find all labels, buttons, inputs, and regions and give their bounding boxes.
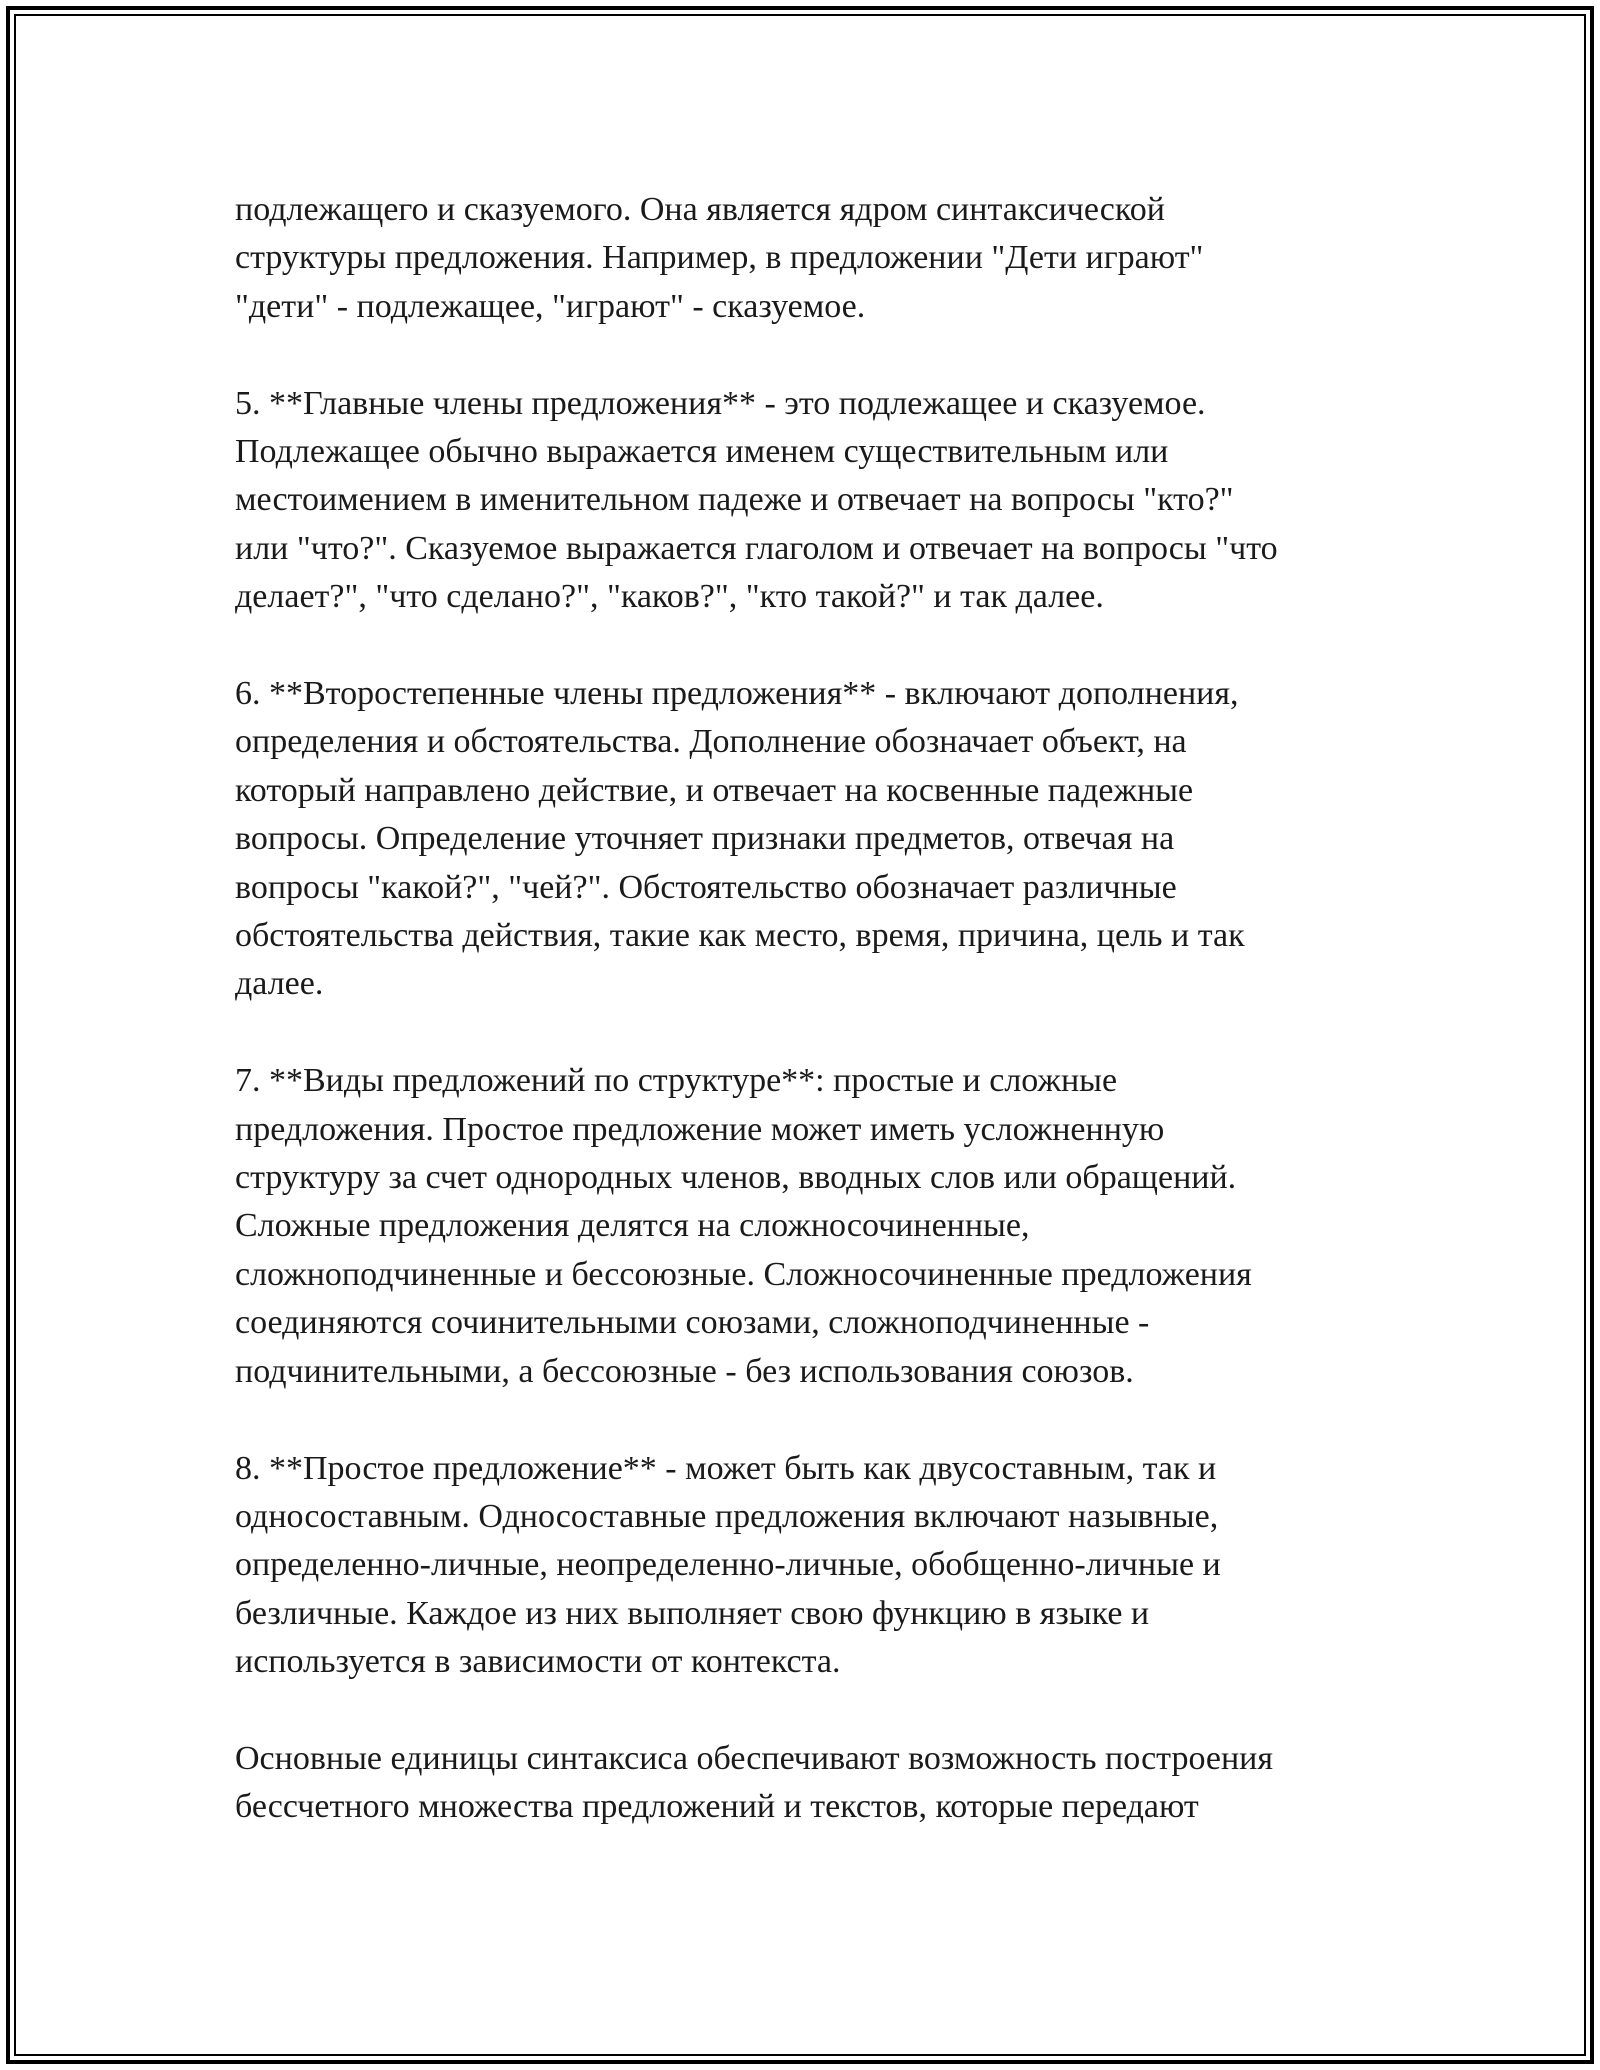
text-line: который направлено действие, и отвечает на косвенные падежные — [235, 771, 1194, 809]
paragraph-item-7 — [235, 1057, 1415, 1396]
text-line: безличные. Каждое из них выполняет свою функцию в языке и — [235, 1594, 1150, 1632]
text-line: делает?", "что сделано?", "каков?", "кто такой?" и так далее. — [235, 578, 1104, 616]
text-line: определения и обстоятельства. Дополнение обозначает объект, на — [235, 723, 1187, 761]
text-line: 7. **Виды предложений по структуре**: простые и сложные — [235, 1062, 1118, 1100]
paragraph-conclusion — [235, 1735, 1415, 1832]
text-line: вопросы. Определение уточняет признаки предметов, отвечая на — [235, 820, 1175, 858]
text-line: Подлежащее обычно выражается именем существительным или — [235, 433, 1169, 471]
paragraph-intro — [235, 186, 1415, 331]
text-line: структуру за счет однородных членов, вводных слов или обращений. — [235, 1159, 1237, 1197]
text-line: или "что?". Сказуемое выражается глаголом и отвечает на вопросы "что — [235, 529, 1278, 567]
text-line: 6. **Второстепенные члены предложения** - включают дополнения, — [235, 675, 1239, 713]
text-line: далее. — [235, 965, 324, 1003]
text-line: Основные единицы синтаксиса обеспечивают возможность построения — [235, 1739, 1273, 1777]
text-line: односоставным. Односоставные предложения включают назывные, — [235, 1497, 1219, 1535]
text-line: местоимением в именительном падеже и отвечает на вопросы "кто?" — [235, 481, 1234, 519]
paragraph-item-5 — [235, 380, 1415, 622]
paragraph-item-6 — [235, 670, 1415, 1009]
text-line: "дети" - подлежащее, "играют" - сказуемое. — [235, 287, 866, 325]
text-line: определенно-личные, неопределенно-личные, обобщенно-личные и — [235, 1546, 1221, 1584]
text-line: подчинительными, а бессоюзные - без использования союзов. — [235, 1352, 1134, 1390]
text-line: используется в зависимости от контекста. — [235, 1643, 841, 1681]
text-line: обстоятельства действия, такие как место, время, причина, цель и так — [235, 917, 1245, 955]
text-line: Сложные предложения делятся на сложносочиненные, — [235, 1207, 1030, 1245]
text-line: 8. **Простое предложение** - может быть как двусоставным, так и — [235, 1449, 1217, 1487]
paragraph-item-8 — [235, 1445, 1415, 1687]
text-line: бессчетного множества предложений и текстов, которые передают — [235, 1788, 1199, 1826]
document-body — [235, 186, 1415, 1880]
text-line: соединяются сочинительными союзами, сложноподчиненные - — [235, 1304, 1150, 1342]
text-line: сложноподчиненные и бессоюзные. Сложносочиненные предложения — [235, 1255, 1252, 1293]
text-line: предложения. Простое предложение может иметь усложненную — [235, 1110, 1165, 1148]
text-line: структуры предложения. Например, в предложении "Дети играют" — [235, 239, 1204, 277]
text-line: вопросы "какой?", "чей?". Обстоятельство обозначает различные — [235, 868, 1177, 906]
text-line: 5. **Главные члены предложения** - это подлежащее и сказуемое. — [235, 384, 1206, 422]
text-line: подлежащего и сказуемого. Она является ядром синтаксической — [235, 191, 1165, 228]
